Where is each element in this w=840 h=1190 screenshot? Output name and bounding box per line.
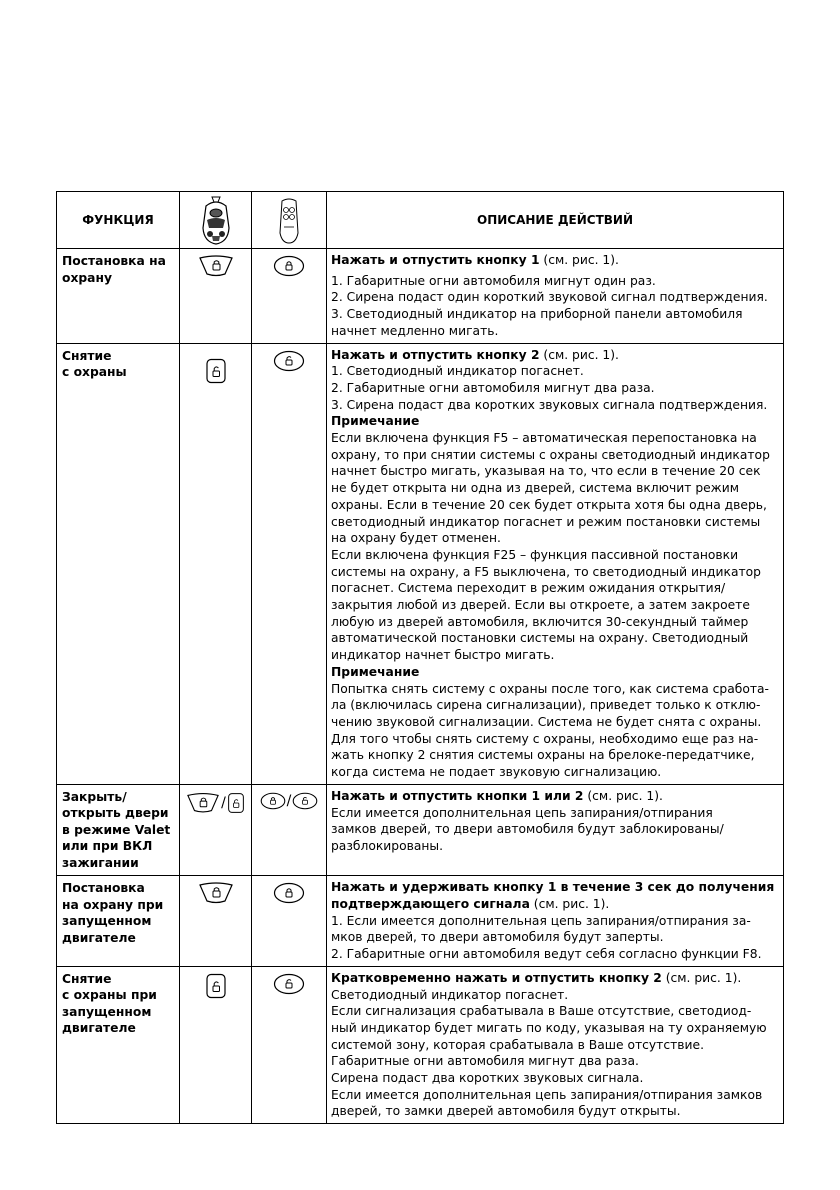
description-line: 2. Габаритные огни автомобиля мигнут два раза. xyxy=(331,380,655,395)
note-line: на охрану будет отменен. xyxy=(331,531,501,546)
function-line: Снятие xyxy=(62,348,112,363)
lock-button-round-icon xyxy=(260,792,286,810)
lock-button-round-icon xyxy=(273,255,305,277)
note-title: Примечание xyxy=(331,414,420,429)
slash-separator: / xyxy=(221,794,226,811)
function-line: запущенном xyxy=(62,1004,152,1019)
function-line: Постановка xyxy=(62,881,145,896)
arm-button-icon xyxy=(186,792,220,814)
note-line: Если включена функция F25 – функция пассивной постановки xyxy=(331,547,739,562)
function-line: двигателе xyxy=(62,1021,136,1036)
note-line: охраны. Если в течение 20 сек будет открыта хотя бы одна дверь, xyxy=(331,497,767,512)
description-line: 1. Габаритные огни автомобиля мигнут один раз. xyxy=(331,273,656,288)
arm-button-icon xyxy=(198,882,234,904)
unlock-button-round-icon xyxy=(292,792,318,810)
description-line: дверей, то замки дверей автомобиля будут открыты. xyxy=(331,1104,681,1119)
lead-rest: (см. рис. 1). xyxy=(539,253,619,267)
fob2-button-cell xyxy=(252,784,327,876)
description-line: 3. Светодиодный индикатор на приборной панели автомобиля xyxy=(331,307,743,322)
description-lead xyxy=(331,970,779,987)
function-line: запущенном xyxy=(62,914,152,929)
function-line: Закрыть/ xyxy=(62,789,127,804)
disarm-button-icon xyxy=(205,358,227,384)
lead-bold: Нажать и отпустить кнопку 2 xyxy=(331,347,540,362)
unlock-button-round-icon xyxy=(273,973,305,995)
note-line: начнет быстро мигать, указывая на то, что если в течение 20 сек xyxy=(331,464,761,479)
description-line: Сирена подаст два коротких звуковых сигнала. xyxy=(331,1071,644,1086)
lead-rest: (см. рис. 1). xyxy=(539,347,619,362)
function-line: двигателе xyxy=(62,930,136,945)
function-line: охрану xyxy=(62,270,112,285)
function-line: или при ВКЛ xyxy=(62,839,153,854)
table-row xyxy=(57,249,784,344)
description-cell xyxy=(327,784,784,876)
remote-fob-slim-icon xyxy=(252,192,327,249)
function-line: открыть двери xyxy=(62,806,169,821)
function-table-page xyxy=(56,191,783,1124)
disarm-button-icon xyxy=(227,791,245,815)
lead-rest: (см. рис. 1). xyxy=(529,897,610,911)
fob2-button-cell xyxy=(252,249,327,344)
description-line: мков дверей, то двери автомобиля будут заперты. xyxy=(331,930,664,945)
description-line: разблокированы. xyxy=(331,838,444,853)
note-line: не будет открыта ни одна из дверей, система включит режим xyxy=(331,481,740,496)
description-cell xyxy=(327,966,784,1123)
function-cell xyxy=(57,249,180,344)
note-line: Попытка снять систему с охраны после того, как система сработа- xyxy=(331,681,769,696)
description-line: Если имеется дополнительная цепь запирания/отпирания xyxy=(331,805,713,820)
lead-bold: Кратковременно нажать и отпустить кнопку 2 xyxy=(331,970,662,985)
slash-separator: / xyxy=(286,793,292,810)
function-cell xyxy=(57,784,180,876)
description-line: 1. Если имеется дополнительная цепь запирания/отпирания за- xyxy=(331,913,751,928)
description-line: начнет медленно мигать. xyxy=(331,323,499,338)
description-lead xyxy=(331,347,779,364)
lead-rest: (см. рис. 1). xyxy=(661,970,742,985)
fob2-button-cell xyxy=(252,876,327,967)
description-line: Если сигнализация срабатывала в Ваше отсутствие, светодиод- xyxy=(331,1004,752,1019)
fob1-button-cell xyxy=(180,343,252,784)
lock-button-round-icon xyxy=(273,882,305,904)
function-line: зажигании xyxy=(62,855,139,870)
remote-fob-lcd-icon xyxy=(180,192,252,249)
table-row xyxy=(57,784,784,876)
fob2-button-cell xyxy=(252,343,327,784)
fob1-button-cell xyxy=(180,784,252,876)
description-line: Габаритные огни автомобиля мигнут два раза. xyxy=(331,1054,639,1069)
unlock-button-round-icon xyxy=(273,350,305,372)
description-lead xyxy=(331,896,779,913)
table-row xyxy=(57,343,784,784)
function-line: на охрану при xyxy=(62,897,164,912)
fob1-button-cell xyxy=(180,966,252,1123)
note-line: ла (включилась сирена сигнализации), приведет только к отклю- xyxy=(331,698,761,713)
arm-button-icon xyxy=(198,255,234,277)
lead-rest: (см. рис. 1). xyxy=(583,788,663,803)
description-cell xyxy=(327,249,784,344)
function-line: в режиме Valet xyxy=(62,822,171,837)
description-line: Светодиодный индикатор погаснет. xyxy=(331,987,569,1002)
note-line: Если включена функция F5 – автоматическая перепостановка на xyxy=(331,431,757,446)
note-line: закрытия любой из дверей. Если вы откроете, а затем закроете xyxy=(331,598,750,613)
function-line: Постановка на xyxy=(62,254,166,268)
header-function: ФУНКЦИЯ xyxy=(57,192,180,249)
description-line: 3. Сирена подаст два коротких звуковых сигнала подтверждения. xyxy=(331,397,768,412)
note-line: системы на охрану, а F5 выключена, то светодиодный индикатор xyxy=(331,564,761,579)
fob1-button-cell xyxy=(180,876,252,967)
note-line: автоматической постановки системы на охрану. Светодиодный xyxy=(331,631,749,646)
description-cell xyxy=(327,876,784,967)
note-line: Для того чтобы снять систему с охраны, необходимо еще раз на- xyxy=(331,731,759,746)
note-line: погаснет. Система переходит в режим ожидания открытия/ xyxy=(331,581,726,596)
header-description: ОПИСАНИЕ ДЕЙСТВИЙ xyxy=(327,192,784,249)
fob1-button-cell xyxy=(180,249,252,344)
disarm-button-icon xyxy=(205,973,227,999)
lead-bold: Нажать и удерживать кнопку 1 в течение 3 сек до получения xyxy=(331,880,775,895)
function-line: с охраны при xyxy=(62,988,157,1003)
function-table xyxy=(56,191,784,1124)
table-row xyxy=(57,876,784,967)
description-line: 2. Габаритные огни автомобиля ведут себя согласно функции F8. xyxy=(331,947,762,962)
note-line: индикатор начнет быстро мигать. xyxy=(331,648,555,663)
lead-bold-2: подтверждающего сигнала xyxy=(331,897,530,911)
fob2-button-cell xyxy=(252,966,327,1123)
note-line: охрану, то при снятии системы с охраны светодиодный индикатор xyxy=(331,447,770,462)
description-line: замков дверей, то двери автомобиля будут заблокированы/ xyxy=(331,822,724,837)
note-line: светодиодный индикатор погаснет и режим постановки системы xyxy=(331,514,761,529)
function-cell xyxy=(57,343,180,784)
function-line: с охраны xyxy=(62,365,127,380)
description-lead xyxy=(331,252,779,269)
description-line: системой зону, которая срабатывала в Ваше отсутствие. xyxy=(331,1037,704,1052)
function-line: Снятие xyxy=(62,971,112,986)
note-line: чению звуковой сигнализации. Система не будет снята с охраны. xyxy=(331,714,762,729)
lead-bold: Нажать и отпустить кнопки 1 или 2 xyxy=(331,788,584,803)
table-header-row xyxy=(57,192,784,249)
function-cell xyxy=(57,876,180,967)
note-line: любую из дверей автомобиля, включится 30-секундный таймер xyxy=(331,614,749,629)
lead-bold: Нажать и отпустить кнопку 1 xyxy=(331,253,540,267)
note-line: когда система не подает звуковую сигнализацию. xyxy=(331,765,662,780)
note-title: Примечание xyxy=(331,664,420,679)
table-row xyxy=(57,966,784,1123)
description-line: 2. Сирена подаст один короткий звуковой сигнал подтверждения. xyxy=(331,290,768,305)
description-cell xyxy=(327,343,784,784)
note-line: жать кнопку 2 снятия системы охраны на брелоке-передатчике, xyxy=(331,748,755,763)
function-cell xyxy=(57,966,180,1123)
description-line: Если имеется дополнительная цепь запирания/отпирания замков xyxy=(331,1087,763,1102)
description-line: 1. Светодиодный индикатор погаснет. xyxy=(331,364,584,379)
description-lead xyxy=(331,788,779,805)
description-line: ный индикатор будет мигать по коду, указывая на ту охраняемую xyxy=(331,1020,767,1035)
